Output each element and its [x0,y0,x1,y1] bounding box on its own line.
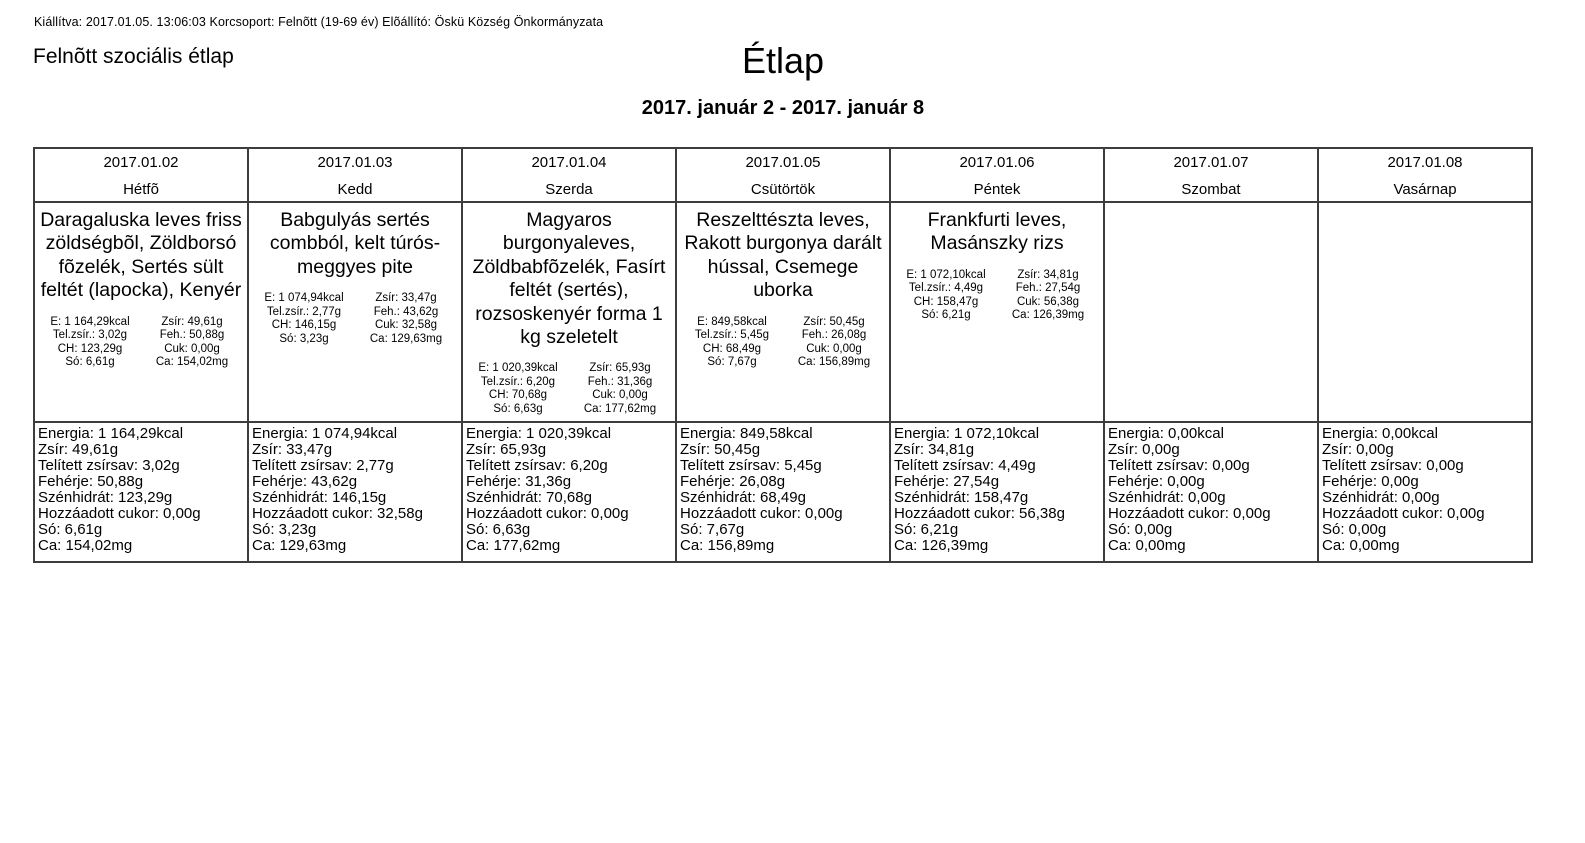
menu-cell [462,202,676,422]
menu-cell [248,202,462,422]
menu-title: Daragaluska leves friss zöldségbõl, Zöldborsó fõzelék, Sertés sült feltét (lapocka), Kenyér [40,209,242,302]
summary-line: Ca: 0,00mg [1108,537,1186,554]
day-name: Csütörtök [750,181,816,198]
summary-line: Telített zsírsav: 4,49g [894,457,1036,474]
summary-line: Fehérje: 0,00g [1108,473,1205,490]
summary-line: Só: 6,61g [38,521,103,538]
summary-line: Só: 6,63g [466,521,531,538]
nutrition-line: Ca: 177,62mg [583,403,657,416]
day-header-cell [248,148,462,202]
nutrition-line: Ca: 154,02mg [155,356,229,369]
menu-title: Magyaros burgonyaleves, Zöldbabfõzelék, Fasírt feltét (sertés), rozsoskenyér forma 1 kg szeletelt [472,209,666,348]
nutrition-line: E: 849,58kcal [697,315,767,328]
nutrition-left-column [39,316,141,370]
summary-line: Hozzáadott cukor: 0,00g [680,505,843,522]
nutrition-line: E: 1 074,94kcal [264,292,344,305]
nutrition-left-column [895,269,997,323]
nutrition-line: Zsír: 50,45g [803,315,865,328]
summary-line: Fehérje: 0,00g [1322,473,1419,490]
day-date: 2017.01.07 [1173,154,1249,171]
summary-line: Fehérje: 31,36g [466,473,572,490]
summary-line: Ca: 129,63mg [252,537,347,554]
day-summary-cell [890,422,1104,562]
day-header-cell [34,148,248,202]
nutrition-line: Cuk: 32,58g [374,319,437,332]
day-date: 2017.01.05 [745,154,821,171]
summary-line: Telített zsírsav: 6,20g [466,457,608,474]
summary-line: Telített zsírsav: 0,00g [1108,457,1250,474]
summary-line: Zsír: 0,00g [1108,441,1180,458]
summary-line: Fehérje: 50,88g [38,473,144,490]
issued-meta-line: Kiállítva: 2017.01.05. 13:06:03 Korcsoport: Felnõtt (19-69 év) Elõállító: Öskü Község Önkormányzata [34,15,604,29]
nutrition-line: Tel.zsír.: 4,49g [908,282,984,295]
nutrition-line: E: 1 164,29kcal [50,315,130,328]
summary-line: Szénhidrát: 0,00g [1108,489,1226,506]
nutrition-line: Cuk: 0,00g [592,389,648,402]
nutrition-line: Só: 3,23g [279,332,329,345]
summary-line: Energia: 0,00kcal [1322,425,1438,442]
summary-line: Hozzáadott cukor: 0,00g [1322,505,1485,522]
day-header-cell [1318,148,1532,202]
nutrition-line: CH: 68,49g [702,342,762,355]
nutrition-line: Cuk: 0,00g [806,342,862,355]
summary-line: Hozzáadott cukor: 0,00g [466,505,629,522]
nutrition-line: Zsír: 34,81g [1017,268,1079,281]
day-name: Szerda [545,181,593,198]
nutrition-line: CH: 70,68g [488,389,548,402]
nutrition-right-column [997,269,1099,323]
day-header-cell [462,148,676,202]
summary-line: Energia: 1 074,94kcal [252,425,398,442]
nutrition-line: Tel.zsír.: 6,20g [480,375,556,388]
nutrition-line: Feh.: 31,36g [587,375,653,388]
day-summary-cell [1318,422,1532,562]
menu-row [34,202,1532,422]
summary-line: Telített zsírsav: 3,02g [38,457,180,474]
day-date: 2017.01.02 [103,154,179,171]
summary-line: Szénhidrát: 158,47g [894,489,1029,506]
summary-line: Fehérje: 27,54g [894,473,1000,490]
summary-line: Energia: 0,00kcal [1108,425,1224,442]
summary-line: Ca: 177,62mg [466,537,561,554]
summary-line: Ca: 154,02mg [38,537,133,554]
nutrition-right-column [569,362,671,416]
nutrition-left-column [681,316,783,370]
day-header-cell [676,148,890,202]
nutrition-right-column [783,316,885,370]
summary-line: Fehérje: 26,08g [680,473,786,490]
summary-line: Ca: 126,39mg [894,537,989,554]
nutrition-line: Tel.zsír.: 3,02g [52,329,128,342]
summary-line: Só: 7,67g [680,521,745,538]
summary-line: Zsír: 65,93g [466,441,547,458]
nutrition-line: Cuk: 0,00g [164,342,220,355]
nutrition-left-column [253,292,355,346]
summary-line: Energia: 849,58kcal [680,425,813,442]
summary-line: Szénhidrát: 68,49g [680,489,806,506]
nutrition-line: Feh.: 50,88g [159,329,225,342]
nutrition-line: Feh.: 43,62g [373,305,439,318]
day-date: 2017.01.06 [959,154,1035,171]
summary-line: Ca: 0,00mg [1322,537,1400,554]
summary-line: Zsír: 0,00g [1322,441,1394,458]
summary-line: Fehérje: 43,62g [252,473,358,490]
menu-table-body [34,148,1532,562]
nutrition-line: Tel.zsír.: 5,45g [694,329,770,342]
summary-line: Só: 6,21g [894,521,959,538]
summary-line: Só: 0,00g [1108,521,1173,538]
menu-cell [1104,202,1318,422]
nutrition-line: Zsír: 49,61g [161,315,223,328]
day-name: Szombat [1181,181,1241,198]
day-summary-cell [462,422,676,562]
day-name: Péntek [973,181,1021,198]
nutrition-block [895,269,1099,323]
nutrition-block [39,316,243,370]
nutrition-line: CH: 123,29g [57,342,123,355]
day-date: 2017.01.08 [1387,154,1463,171]
nutrition-line: Zsír: 33,47g [375,292,437,305]
summary-line: Hozzáadott cukor: 0,00g [38,505,201,522]
nutrition-line: Ca: 129,63mg [369,332,443,345]
day-name: Hétfõ [123,181,159,198]
nutrition-line: Ca: 126,39mg [1011,309,1085,322]
date-range: 2017. január 2 - 2017. január 8 [641,97,925,119]
nutrition-block [681,316,885,370]
day-date: 2017.01.04 [531,154,607,171]
nutrition-line: Cuk: 56,38g [1016,295,1079,308]
nutrition-line: CH: 146,15g [271,319,337,332]
summary-line: Hozzáadott cukor: 32,58g [252,505,423,522]
menu-cell [676,202,890,422]
summary-line: Szénhidrát: 123,29g [38,489,173,506]
summary-line: Hozzáadott cukor: 56,38g [894,505,1065,522]
header-row [34,148,1532,202]
nutrition-line: CH: 158,47g [913,295,979,308]
summary-line: Zsír: 34,81g [894,441,975,458]
nutrition-line: Só: 6,63g [493,403,543,416]
nutrition-line: Só: 6,61g [65,356,115,369]
day-summary-cell [248,422,462,562]
nutrition-right-column [141,316,243,370]
summary-line: Ca: 156,89mg [680,537,775,554]
nutrition-line: E: 1 020,39kcal [478,362,558,375]
nutrition-left-column [467,362,569,416]
day-summary-cell [676,422,890,562]
summary-line: Zsír: 49,61g [38,441,119,458]
menu-cell [1318,202,1532,422]
menu-cell [890,202,1104,422]
nutrition-line: Só: 7,67g [707,356,757,369]
summary-line: Zsír: 50,45g [680,441,761,458]
page-title: Étlap [741,40,825,81]
nutrition-line: E: 1 072,10kcal [906,268,986,281]
menu-cell [34,202,248,422]
summary-line: Energia: 1 020,39kcal [466,425,612,442]
menu-type-subtitle: Felnõtt szociális étlap [33,45,234,68]
summary-line: Energia: 1 072,10kcal [894,425,1040,442]
nutrition-line: Só: 6,21g [921,309,971,322]
menu-title: Frankfurti leves, Masánszky rizs [927,209,1067,255]
menu-title: Babgulyás sertés combból, kelt túrós-meggyes pite [269,209,441,278]
nutrition-line: Feh.: 26,08g [801,329,867,342]
day-name: Vasárnap [1393,181,1457,198]
summary-line: Telített zsírsav: 0,00g [1322,457,1464,474]
menu-title: Reszelttészta leves, Rakott burgonya darált hússal, Csemege uborka [684,209,882,302]
summary-line: Szénhidrát: 70,68g [466,489,592,506]
nutrition-line: Feh.: 27,54g [1015,282,1081,295]
summary-line: Só: 3,23g [252,521,317,538]
summary-line: Szénhidrát: 146,15g [252,489,387,506]
summary-line: Telített zsírsav: 2,77g [252,457,394,474]
day-name: Kedd [337,181,373,198]
day-date: 2017.01.03 [317,154,393,171]
summary-line: Telített zsírsav: 5,45g [680,457,822,474]
summary-row [34,422,1532,562]
day-summary-cell [1104,422,1318,562]
summary-line: Zsír: 33,47g [252,441,333,458]
day-summary-cell [34,422,248,562]
summary-line: Só: 0,00g [1322,521,1387,538]
summary-line: Hozzáadott cukor: 0,00g [1108,505,1271,522]
nutrition-line: Ca: 156,89mg [797,356,871,369]
day-header-cell [1104,148,1318,202]
nutrition-line: Tel.zsír.: 2,77g [266,305,342,318]
nutrition-line: Zsír: 65,93g [589,362,651,375]
menu-table [33,147,1533,563]
day-header-cell [890,148,1104,202]
summary-line: Szénhidrát: 0,00g [1322,489,1440,506]
nutrition-block [253,292,457,346]
nutrition-block [467,362,671,416]
summary-line: Energia: 1 164,29kcal [38,425,184,442]
nutrition-right-column [355,292,457,346]
